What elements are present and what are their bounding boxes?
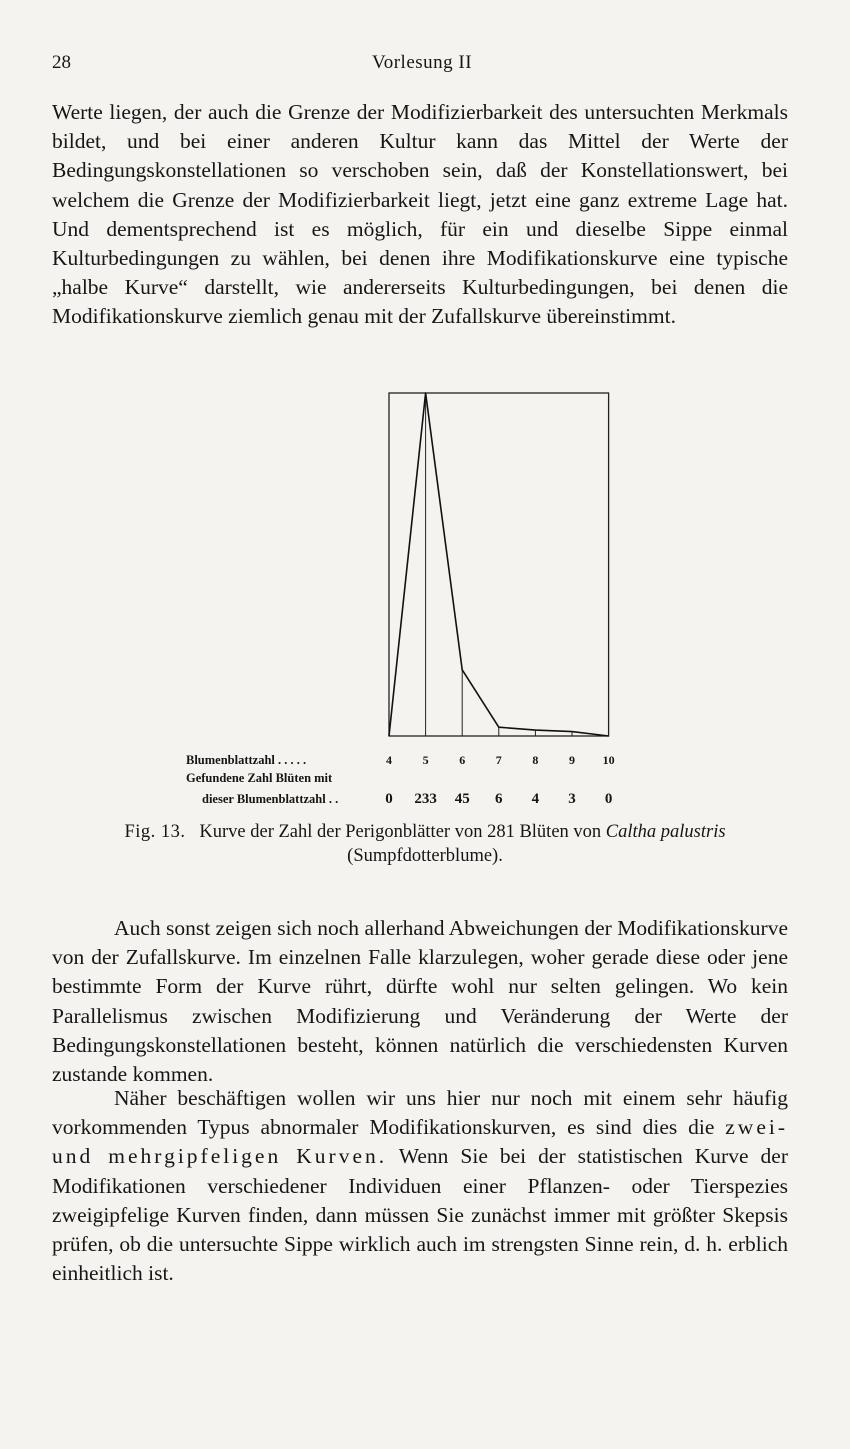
paragraph-2: Auch sonst zeigen sich noch allerhand Abweichungen der Modifikationskurve von der Zufallskurve. Im einzelnen Falle klarzulegen, woher gerade diese oder jene bestimmte Form der Kurve rührt, dürfte wohl nur selten gelingen. Wo kein Parallelismus zwischen Modifizierung und Veränderung der Werte der Bedingungskonstellationen besteht, können natürlich die verschiedensten Kurven zustande kommen. [52,916,788,1087]
paragraph-3 [52,1084,788,1288]
paragraph-3-spaced-term: zwei- und mehrgipfeligen Kurven. [52,1115,788,1169]
frequency-curve [389,393,609,736]
figure-13-chart [160,380,640,812]
page-number: 28 [52,52,71,73]
petal-count-label: 9 [569,753,575,767]
petal-count-label: 8 [532,753,539,767]
row-label-found-count-1: Gefundene Zahl Blüten mit [186,771,333,785]
petal-count-label: 6 [459,753,466,767]
petal-count-label: 4 [386,753,392,767]
petal-count-label: 7 [495,753,502,767]
row-label-found-count-2: dieser Blumenblattzahl . . [202,792,339,806]
flower-count-label: 45 [454,791,470,807]
chart-frame [389,393,609,736]
flower-count-label: 233 [414,791,437,807]
petal-count-label: 10 [602,753,615,767]
caption-species: Caltha palustris [605,822,726,842]
caption-text: Kurve der Zahl der Perigonblätter von 281 Blüten von [199,822,602,842]
page-header [52,52,792,80]
row-label-petal-count: Blumenblattzahl . . . . . [186,753,307,767]
paragraph-3-end: Wenn Sie bei der statistischen Kurve der Modifikationen verschiedener Individuen einer Pflanzen- oder Tierspezies zweigipfelige Kurven finden, dann müssen Sie zunächst immer mit größter Skepsis prüfen, ob die untersuchte Sippe wirklich auch im strengsten Sinne rein, d. h. erblich einheitlich ist. [52,1144,788,1286]
flower-count-label: 0 [604,791,613,807]
figure-number: Fig. 13. [124,822,186,842]
paragraph-3-start: Näher beschäftigen wollen wir uns hier nur noch mit einem sehr häufig vorkommenden Typus abnormaler Modifikationskurven, es sind dies die [52,1086,788,1140]
flower-count-label: 0 [385,791,393,807]
running-head: Vorlesung II [371,52,473,73]
flower-count-label: 4 [531,791,540,807]
figure-caption [60,820,790,868]
flower-count-label: 6 [495,791,503,807]
petal-count-label: 5 [422,753,429,767]
caption-common-name: (Sumpfdotterblume). [347,846,503,866]
flower-count-label: 3 [568,791,576,807]
paragraph-1: Werte liegen, der auch die Grenze der Modifizierbarkeit des untersuchten Merkmals bildet, und bei einer anderen Kultur kann das Mittel der Werte der Bedingungskonstellationen so verschoben sein, daß der Konstellationswert, bei welchem die Grenze der Modifizierbarkeit liegt, jetzt eine ganz extreme Lage hat. Und dementsprechend ist es möglich, für ein und dieselbe Sippe einmal Kulturbedingungen zu wählen, bei denen ihre Modifikationskurve eine typische „halbe Kurve“ darstellt, wie andererseits Kulturbedingungen, bei denen die Modifikationskurve ziemlich genau mit der Zufallskurve übereinstimmt. [52,100,788,329]
